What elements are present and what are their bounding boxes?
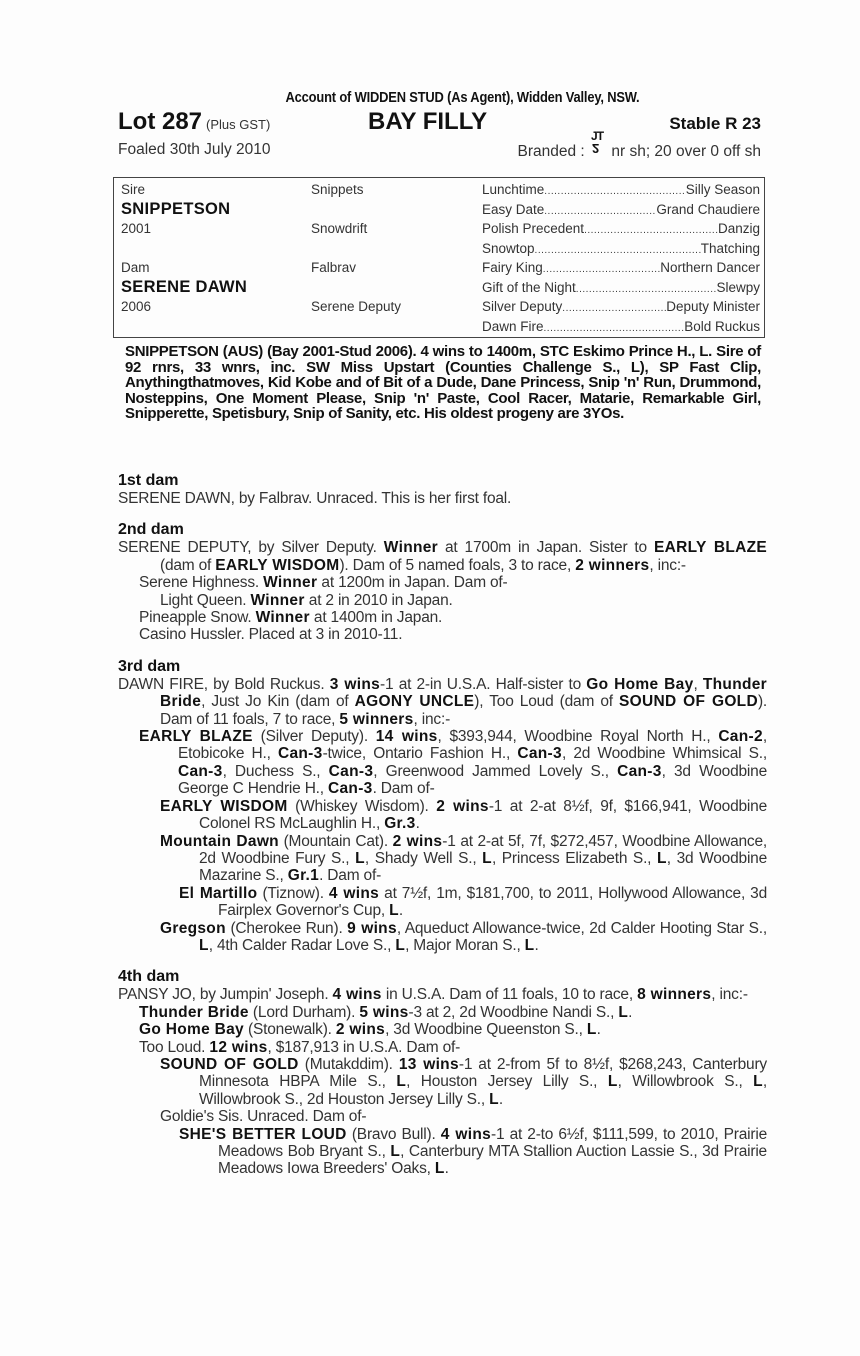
- bold-run: 5 winners: [339, 710, 414, 728]
- bold-run: Winner: [255, 609, 310, 627]
- brand-mark-icon: [591, 129, 605, 157]
- bold-run: Winner: [263, 574, 318, 592]
- grandparent-row: [482, 317, 760, 339]
- bold-run: 2 wins: [335, 1021, 386, 1039]
- text-run: , Just Jo Kin (dam of: [201, 693, 355, 711]
- text-run: , Duchess S.,: [222, 762, 329, 780]
- bold-run: 2 wins: [392, 832, 443, 850]
- bold-run: Winner: [383, 539, 438, 557]
- grandparent-name: Fairy King: [482, 260, 543, 275]
- text-run: -1 at 2-in U.S.A. Half-sister to: [380, 675, 587, 693]
- section-heading: 3rd dam: [118, 657, 181, 675]
- bold-run: Go Home Bay: [586, 675, 694, 693]
- text-run: .: [398, 902, 403, 920]
- bold-run: L: [656, 849, 667, 867]
- text-run: , Princess Elizabeth S.,: [491, 849, 657, 867]
- leader-dots: [544, 200, 656, 222]
- family-entry: [118, 728, 767, 798]
- family-entry: [118, 490, 767, 507]
- bold-run: 2 winners: [575, 556, 650, 574]
- dam-sire: Falbrav: [311, 260, 357, 275]
- lot-number: [118, 108, 270, 139]
- bold-run: Winner: [250, 591, 305, 609]
- grandparent-row: [482, 219, 760, 241]
- leader-dots: [584, 219, 718, 241]
- grandparent-row: [482, 180, 760, 202]
- text-run: , $393,944, Woodbine Royal North H.,: [437, 728, 719, 746]
- bold-run: EARLY BLAZE: [139, 728, 253, 746]
- grandparent-name: Lunchtime: [482, 182, 545, 197]
- text-run: ,: [693, 675, 703, 693]
- bold-run: L: [489, 1090, 499, 1108]
- dam-name: SERENE DAWN: [121, 278, 248, 296]
- text-run: -3 at 2, 2d Woodbine Nandi S.,: [408, 1003, 619, 1021]
- text-run: , Greenwood Jammed Lovely S.,: [373, 762, 618, 780]
- bold-run: L: [607, 1073, 618, 1091]
- bold-run: 4 wins: [332, 986, 382, 1004]
- text-run: ). Dam of 11 foals, 7 to race,: [160, 693, 768, 728]
- section-heading: 2nd dam: [118, 521, 184, 539]
- text-run: ), Too Loud (dam of: [474, 693, 620, 711]
- bold-run: Thunder Bride: [160, 675, 767, 711]
- text-run: -1 at 2-to 6½f, $111,599, to 2010, Prairie Meadows Bob Bryant S.,: [218, 1125, 768, 1160]
- bold-run: L: [396, 1073, 407, 1091]
- lot-row: [118, 108, 767, 136]
- sire-summary: SNIPPETSON (AUS) (Bay 2001-Stud 2006). 4 wins to 1400m, STC Eskimo Prince H., L. Sire of 92 rnrs, 33 wnrs, inc. SW Miss Upstart (Counties Challenge S., L), SP Fast Clip, Anythingthatmoves, Kid Kobe and of Bit of a Dude, Dane Princess, Snip 'n' Run, Drummond, Nosteppins, One Moment Please, Snip 'n' Paste, Cool Racer, Matarie, Remarkable Girl, Snipperette, Spetisbury, Snip of Sanity, etc. His oldest progeny are 3YOs.: [125, 343, 761, 422]
- text-run: , 3d Woodbine Mazarine S.,: [199, 849, 768, 885]
- text-run: -1 at 2-from 5f to 8½f, $268,243, Canterbury Minnesota HBPA Mile S.,: [199, 1055, 767, 1091]
- bold-run: L: [390, 1143, 401, 1160]
- text-run: (Bravo Bull).: [346, 1125, 441, 1143]
- sire-name: SNIPPETSON: [121, 200, 231, 218]
- text-run: Casino Hussler. Placed at 3 in 2010-11.: [139, 626, 403, 644]
- sire-year: 2001: [121, 221, 152, 236]
- family-sections: [118, 458, 767, 1178]
- bold-run: 9 wins: [347, 919, 397, 937]
- text-run: .: [596, 1021, 601, 1039]
- text-run: at 1200m in Japan. Dam of-: [317, 574, 508, 592]
- bold-run: 4 wins: [328, 884, 380, 902]
- text-run: .: [628, 1003, 633, 1021]
- leader-dots: [543, 258, 660, 280]
- dam-label: Dam: [121, 260, 150, 275]
- bold-run: Can-3: [178, 762, 223, 780]
- grandparent-row: [482, 278, 760, 300]
- gst-note: (Plus GST): [206, 117, 271, 132]
- bold-run: Can-3: [328, 762, 374, 780]
- family-entry: [118, 574, 767, 591]
- text-run: at 2 in 2010 in Japan.: [304, 591, 453, 609]
- stable-location: Stable R 23: [669, 114, 761, 133]
- bold-run: El Martillo: [179, 884, 258, 902]
- bold-run: 13 wins: [398, 1055, 459, 1073]
- text-run: at 1700m in Japan. Sister to: [438, 539, 654, 557]
- text-run: , 4th Calder Radar Love S.,: [208, 936, 396, 954]
- leader-dots: [544, 180, 685, 202]
- family-entry: [118, 1004, 767, 1021]
- bold-run: L: [395, 936, 406, 954]
- text-run: Serene Highness.: [139, 574, 264, 592]
- lot-label: Lot 287: [118, 108, 203, 135]
- bold-run: L: [753, 1073, 763, 1091]
- grandparent-name: Dawn Fire: [482, 318, 544, 334]
- bold-run: EARLY WISDOM: [160, 797, 288, 815]
- bold-run: SOUND OF GOLD: [619, 693, 758, 711]
- family-entry: [118, 539, 767, 574]
- family-entry: [118, 986, 767, 1003]
- bold-run: EARLY BLAZE: [653, 539, 767, 557]
- grandparent-sire: Grand Chaudiere: [656, 201, 760, 217]
- text-run: Too Loud.: [139, 1038, 210, 1056]
- text-run: (Tiznow).: [257, 884, 329, 902]
- dam-section: [118, 521, 767, 643]
- family-entry: [118, 1126, 767, 1178]
- text-run: Pineapple Snow.: [139, 609, 256, 627]
- bold-run: 2 wins: [436, 797, 489, 815]
- text-run: (Mutakddim).: [298, 1055, 399, 1073]
- brand-mark-bottom: 2: [592, 141, 600, 156]
- catalogue-page: [118, 88, 768, 1178]
- vendor-account: Account of WIDDEN STUD (As Agent), Widden Valley, NSW.: [285, 89, 640, 106]
- bold-run: L: [618, 1003, 629, 1021]
- text-run: , $187,913 in U.S.A. Dam of-: [267, 1038, 461, 1056]
- grandparent-name: Snowtop: [482, 240, 535, 256]
- grandparent-sire: Danzig: [717, 221, 760, 236]
- text-run: DAWN FIRE, by Bold Ruckus.: [118, 675, 330, 693]
- family-entry: [118, 798, 767, 833]
- foaled-date: Foaled 30th July 2010: [118, 141, 271, 158]
- bold-run: Gregson: [160, 919, 226, 937]
- bold-run: Gr.3: [384, 815, 416, 833]
- text-run: (dam of: [160, 556, 216, 574]
- bold-run: Can-3: [278, 745, 323, 763]
- bold-run: L: [482, 849, 492, 867]
- text-run: -twice, Ontario Fashion H.,: [322, 745, 518, 763]
- text-run: .: [415, 815, 420, 833]
- grandparent-row: [482, 258, 760, 280]
- text-run: at 7½f, 1m, $181,700, to 2011, Hollywood Allowance, 3d Fairplex Governor's Cup,: [218, 884, 767, 920]
- grandparent-sire: Thatching: [700, 240, 760, 256]
- bold-run: L: [524, 936, 535, 954]
- text-run: in U.S.A. Dam of 11 foals, 10 to race,: [381, 986, 638, 1004]
- text-run: ). Dam of 5 named foals, 3 to race,: [339, 556, 576, 574]
- grandparent-row: [482, 239, 760, 261]
- text-run: , inc:-: [711, 986, 748, 1004]
- dam-section: [118, 658, 767, 955]
- bold-run: AGONY UNCLE: [354, 693, 475, 711]
- text-run: , Willowbrook S.,: [617, 1073, 754, 1091]
- text-run: .: [498, 1090, 504, 1108]
- bold-run: SOUND OF GOLD: [160, 1055, 299, 1073]
- grandparent-sire: Northern Dancer: [660, 260, 760, 275]
- family-entry: [118, 920, 767, 955]
- grandparent-name: Easy Date: [482, 201, 545, 217]
- bold-run: Can-3: [617, 762, 662, 780]
- family-entry: [118, 626, 767, 643]
- grandparent-sire: Bold Ruckus: [684, 318, 760, 334]
- grandparent-row: [482, 200, 760, 222]
- text-run: . Dam of-: [372, 780, 435, 798]
- family-entry: [118, 1108, 767, 1125]
- text-run: , 2d Woodbine Whimsical S.,: [561, 745, 768, 763]
- bold-run: 4 wins: [440, 1125, 492, 1143]
- family-entry: [118, 1021, 767, 1038]
- bold-run: EARLY WISDOM: [215, 556, 340, 574]
- grandparent-sire: Deputy Minister: [666, 299, 760, 314]
- bold-run: L: [434, 1160, 445, 1178]
- pedigree-table: [113, 177, 765, 338]
- bold-run: L: [389, 902, 399, 920]
- bold-run: 12 wins: [209, 1038, 268, 1056]
- brand-mark-top: JT: [591, 129, 604, 143]
- family-entry: [118, 592, 767, 609]
- text-run: (Cherokee Run).: [225, 919, 348, 937]
- text-run: (Lord Durham).: [248, 1003, 360, 1021]
- dam-section: [118, 968, 767, 1177]
- text-run: -1 at 2-at 8½f, 9f, $166,941, Woodbine Colonel RS McLaughlin H.,: [199, 797, 767, 833]
- bold-run: 8 winners: [637, 986, 712, 1004]
- bold-run: Thunder Bride: [139, 1003, 249, 1021]
- grandparent-row: [482, 297, 760, 319]
- text-run: Goldie's Sis. Unraced. Dam of-: [160, 1108, 367, 1126]
- bold-run: Can-2: [718, 728, 763, 746]
- bold-run: L: [586, 1021, 597, 1039]
- text-run: , inc:-: [413, 710, 451, 728]
- bold-run: L: [355, 849, 365, 867]
- text-run: (Stonewalk).: [243, 1021, 336, 1039]
- bold-run: SHE'S BETTER LOUD: [179, 1125, 347, 1143]
- leader-dots: [544, 317, 685, 339]
- section-heading: 1st dam: [118, 472, 179, 489]
- leader-dots: [562, 297, 666, 319]
- horse-description: BAY FILLY: [368, 108, 488, 135]
- text-run: , Canterbury MTA Stallion Auction Lassie S., 3d Prairie Meadows Iowa Breeders' Oaks,: [218, 1143, 767, 1178]
- text-run: SERENE DAWN, by Falbrav. Unraced. This is her first foal.: [118, 490, 512, 507]
- grandparent-name: Silver Deputy: [482, 299, 563, 314]
- branded-label: Branded :: [517, 143, 585, 160]
- bold-run: Can-3: [328, 780, 373, 798]
- sire-label: Sire: [121, 182, 146, 197]
- family-entry: [118, 1056, 767, 1108]
- family-entry: [118, 885, 767, 920]
- family-entry: [118, 609, 767, 626]
- text-run: .: [444, 1160, 449, 1178]
- text-run: Light Queen.: [160, 591, 251, 609]
- text-run: -1 at 2-at 5f, 7f, $272,457, Woodbine Allowance, 2d Woodbine Fury S.,: [199, 832, 767, 867]
- bold-run: Can-3: [517, 745, 562, 763]
- brand-details: nr sh; 20 over 0 off sh: [611, 143, 761, 160]
- section-heading: 4th dam: [118, 968, 180, 986]
- text-run: , Houston Jersey Lilly S.,: [406, 1073, 608, 1091]
- dam-year: 2006: [121, 299, 152, 314]
- bold-run: Gr.1: [287, 867, 320, 885]
- leader-dots: [576, 278, 717, 300]
- bold-run: 5 wins: [359, 1003, 409, 1021]
- text-run: .: [534, 936, 539, 954]
- text-run: , Etobicoke H.,: [178, 728, 767, 763]
- bold-run: 14 wins: [375, 728, 438, 746]
- text-run: , Willowbrook S., 2d Houston Jersey Lilly S.,: [199, 1073, 767, 1108]
- family-entry: [118, 833, 767, 885]
- grandparent-sire: Silly Season: [685, 182, 760, 197]
- bold-run: 3 wins: [329, 675, 381, 693]
- grandparent-sire: Slewpy: [716, 279, 760, 295]
- bold-run: Go Home Bay: [139, 1021, 244, 1039]
- text-run: , 3d Woodbine Queenston S.,: [385, 1021, 587, 1039]
- sire-sire: Snippets: [311, 182, 364, 197]
- text-run: , Aqueduct Allowance-twice, 2d Calder Hooting Star S.,: [396, 919, 767, 937]
- text-run: , Shady Well S.,: [364, 849, 483, 867]
- text-run: PANSY JO, by Jumpin' Joseph.: [118, 986, 333, 1004]
- text-run: , 3d Woodbine George C Hendrie H.,: [178, 762, 767, 798]
- leader-dots: [535, 239, 701, 261]
- text-run: at 1400m in Japan.: [309, 609, 443, 627]
- text-run: (Silver Deputy).: [252, 728, 376, 746]
- family-entry: [118, 676, 767, 728]
- sire-dam: Snowdrift: [311, 221, 368, 236]
- bold-run: Mountain Dawn: [160, 832, 279, 850]
- dam-dam: Serene Deputy: [311, 299, 402, 314]
- text-run: . Dam of-: [319, 867, 382, 885]
- text-run: (Mountain Cat).: [278, 832, 393, 850]
- text-run: (Whiskey Wisdom).: [287, 797, 437, 815]
- dam-section: [118, 472, 767, 507]
- family-entry: [118, 1039, 767, 1056]
- grandparent-name: Polish Precedent: [482, 221, 585, 236]
- foaling-row: [118, 129, 767, 164]
- brand-info: [517, 129, 761, 161]
- bold-run: L: [199, 936, 209, 954]
- text-run: , inc:-: [649, 556, 686, 574]
- text-run: SERENE DEPUTY, by Silver Deputy.: [118, 539, 384, 557]
- text-run: , Major Moran S.,: [405, 936, 525, 954]
- grandparent-name: Gift of the Night: [482, 279, 576, 295]
